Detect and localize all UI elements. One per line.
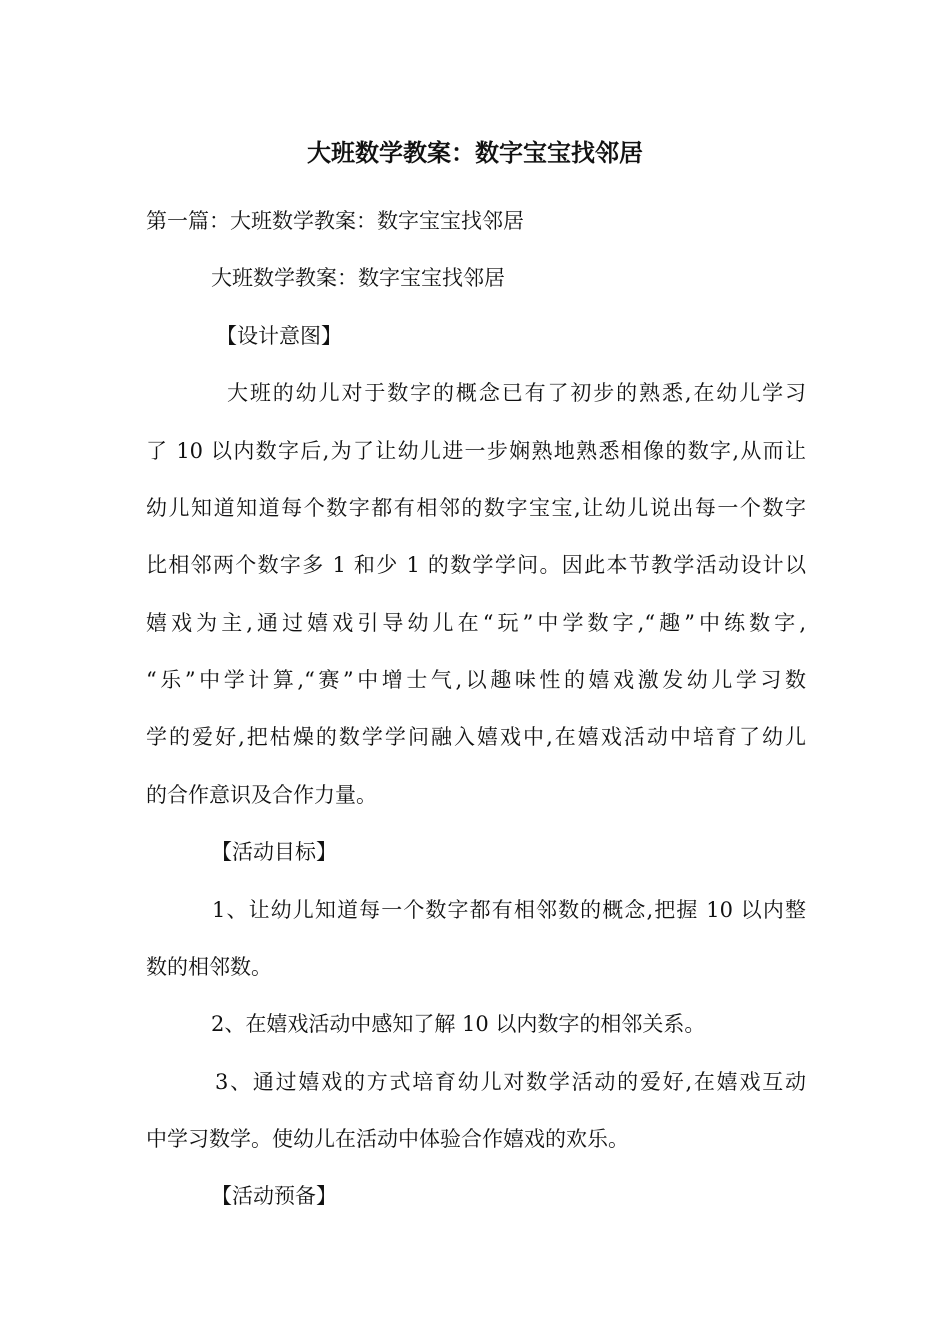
goal-line: 1、让幼儿知道每一个数字都有相邻数的概念,把握 10 以内整 — [212, 898, 806, 922]
section-heading-prep: 【活动预备】 — [211, 1184, 337, 1208]
paragraph-line: 幼儿知道知道每个数字都有相邻的数字宝宝,让幼儿说出每一个数字 — [146, 496, 806, 520]
paragraph-line: 了 10 以内数字后,为了让幼儿进一步娴熟地熟悉相像的数字,从而让 — [146, 439, 806, 463]
chapter-heading: 第一篇：大班数学教案：数字宝宝找邻居 — [146, 209, 524, 233]
subtitle: 大班数学教案：数字宝宝找邻居 — [211, 266, 505, 290]
paragraph-line: “乐”中学计算,“赛”中增士气,以趣味性的嬉戏激发幼儿学习数 — [146, 668, 806, 692]
section-heading-design: 【设计意图】 — [216, 324, 342, 348]
paragraph-line: 的合作意识及合作力量。 — [146, 783, 377, 807]
goal-line: 3、通过嬉戏的方式培育幼儿对数学活动的爱好,在嬉戏互动 — [215, 1070, 806, 1094]
paragraph-line: 大班的幼儿对于数字的概念已有了初步的熟悉,在幼儿学习 — [227, 381, 806, 405]
section-heading-goals: 【活动目标】 — [211, 840, 337, 864]
goal-line: 2、在嬉戏活动中感知了解 10 以内数字的相邻关系。 — [211, 1012, 706, 1036]
document-title: 大班数学教案：数字宝宝找邻居 — [307, 138, 643, 167]
paragraph-line: 比相邻两个数字多 1 和少 1 的数学学问。因此本节教学活动设计以 — [146, 553, 806, 577]
paragraph-line: 嬉戏为主,通过嬉戏引导幼儿在“玩”中学数字,“趣”中练数字, — [146, 611, 806, 635]
paragraph-line: 学的爱好,把枯燥的数学学问融入嬉戏中,在嬉戏活动中培育了幼儿 — [146, 725, 806, 749]
goal-line: 数的相邻数。 — [146, 955, 272, 979]
goal-line: 中学习数学。使幼儿在活动中体验合作嬉戏的欢乐。 — [146, 1127, 629, 1151]
